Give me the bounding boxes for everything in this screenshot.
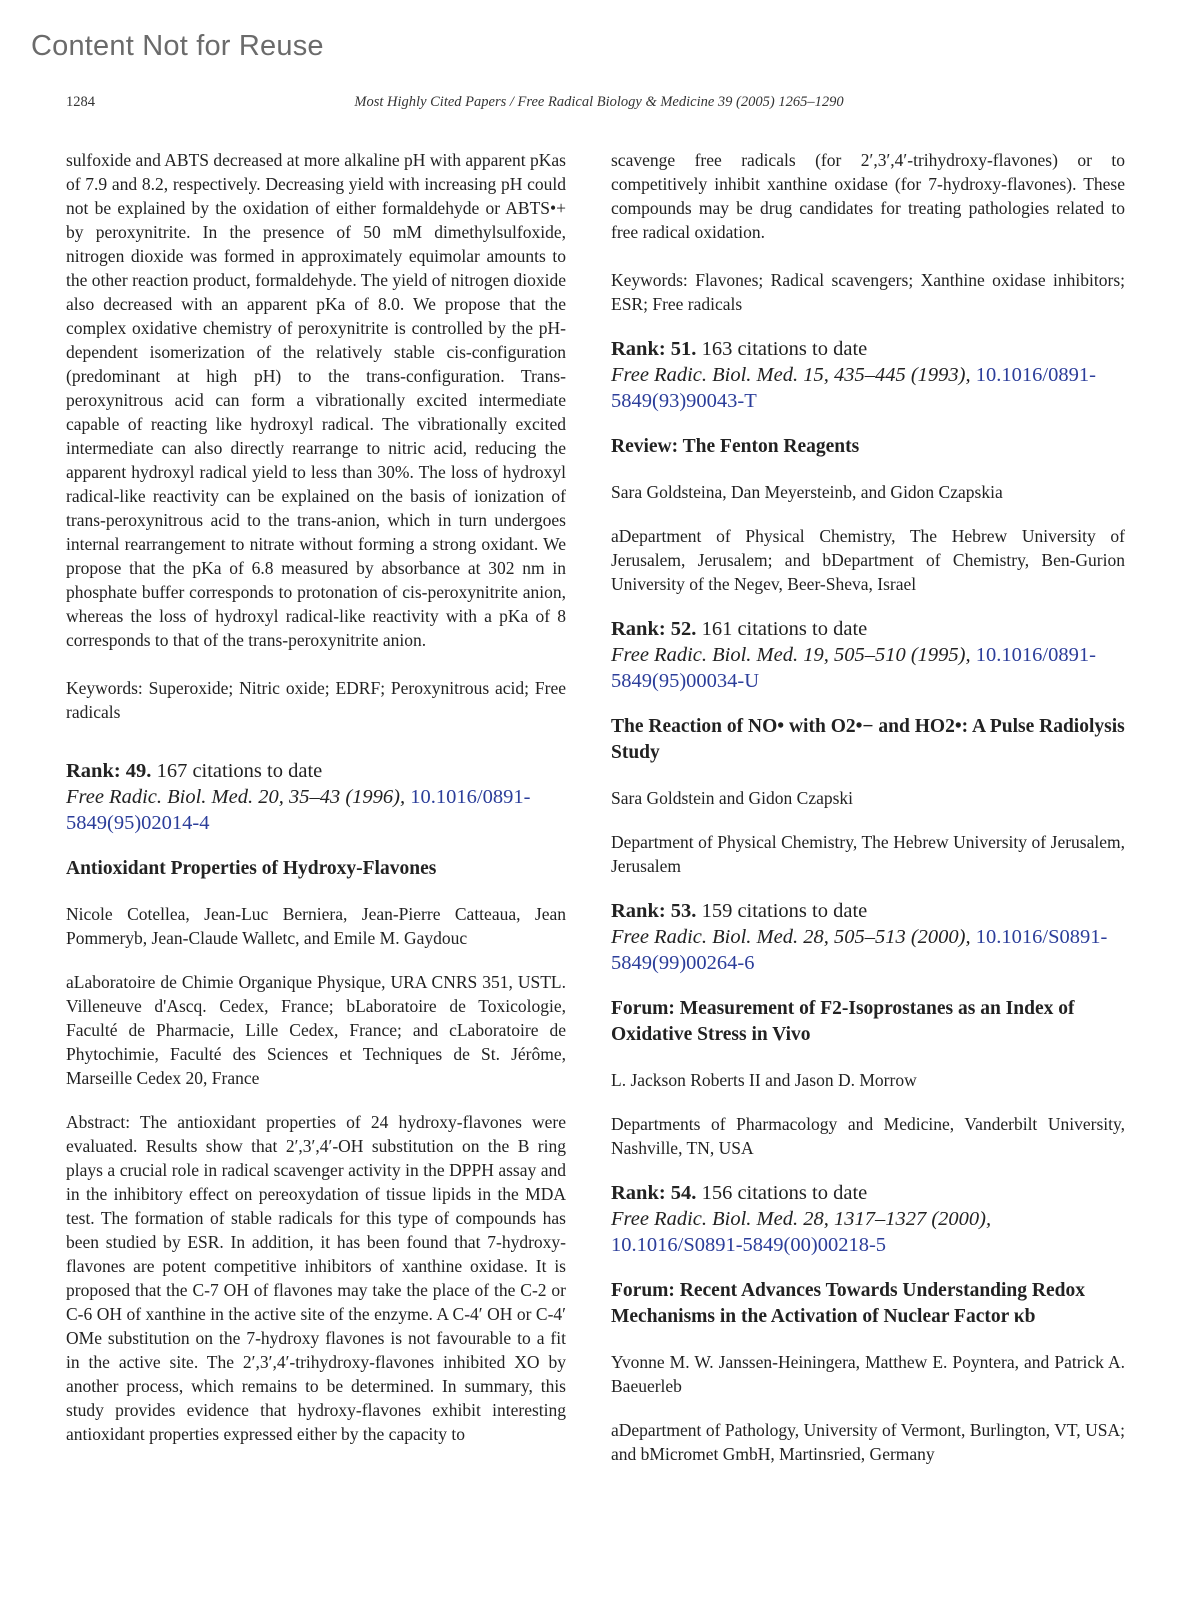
- rank-label: Rank: 53.: [611, 900, 697, 922]
- rank-line: [611, 1180, 1125, 1206]
- rank-line: [66, 758, 566, 784]
- doi-link[interactable]: 10.1016/0891-5849(95)02014-4: [66, 786, 531, 834]
- doi-link[interactable]: 10.1016/0891-5849(93)90043-T: [611, 364, 1096, 412]
- doi-link[interactable]: 10.1016/S0891-5849(99)00264-6: [611, 926, 1108, 974]
- citation-count: 161 citations to date: [701, 618, 868, 640]
- journal-ref: Free Radic. Biol. Med. 15, 435–445 (1993),: [611, 364, 976, 386]
- journal-header: Most Highly Cited Papers / Free Radical Biology & Medicine 39 (2005) 1265–1290: [354, 94, 844, 110]
- article-title: Antioxidant Properties of Hydroxy-Flavones: [66, 858, 437, 879]
- entry-rank-49: [66, 758, 566, 1446]
- keywords: Keywords: Superoxide; Nitric oxide; EDRF; Peroxynitrous acid; Free radicals: [66, 678, 566, 722]
- doi-link[interactable]: 10.1016/0891-5849(95)00034-U: [611, 644, 1096, 692]
- rank-line: [611, 616, 1125, 642]
- affiliations: aDepartment of Physical Chemistry, The Hebrew University of Jerusalem, Jerusalem; and bDepartment of Chemistry, Ben-Gurion University of the Negev, Beer-Sheva, Israel: [611, 526, 1125, 594]
- affiliations: aDepartment of Pathology, University of Vermont, Burlington, VT, USA; and bMicromet GmbH, Martinsried, Germany: [611, 1420, 1125, 1464]
- rank-label: Rank: 52.: [611, 618, 697, 640]
- authors: Sara Goldsteina, Dan Meyersteinb, and Gidon Czapskia: [611, 482, 1003, 502]
- journal-reference: [66, 784, 566, 836]
- citation-count: 156 citations to date: [701, 1182, 868, 1204]
- doi-link[interactable]: 10.1016/S0891-5849(00)00218-5: [611, 1234, 887, 1256]
- entry-rank-54: [611, 1180, 1125, 1466]
- journal-ref: Free Radic. Biol. Med. 19, 505–510 (1995),: [611, 644, 976, 666]
- journal-ref: Free Radic. Biol. Med. 20, 35–43 (1996),: [66, 786, 411, 808]
- article-title: The Reaction of NO• with O2•− and HO2•: A Pulse Radiolysis Study: [611, 716, 1125, 763]
- article-title: Forum: Measurement of F2-Isoprostanes as an Index of Oxidative Stress in Vivo: [611, 998, 1075, 1045]
- journal-reference: [611, 924, 1125, 976]
- entry-rank-52: [611, 616, 1125, 878]
- citation-count: 159 citations to date: [701, 900, 868, 922]
- abstract-continuation: scavenge free radicals (for 2′,3′,4′-trihydroxy-flavones) or to competitively inhibit xanthine oxidase (for 7-hydroxy-flavones). These compounds may be drug candidates for treating pathologies related to free radical oxidation.: [611, 150, 1125, 242]
- authors: Yvonne M. W. Janssen-Heiningera, Matthew E. Poyntera, and Patrick A. Baeuerleb: [611, 1352, 1125, 1396]
- affiliations: Departments of Pharmacology and Medicine, Vanderbilt University, Nashville, TN, USA: [611, 1114, 1125, 1158]
- authors: Nicole Cotellea, Jean-Luc Berniera, Jean-Pierre Catteaua, Jean Pommeryb, Jean-Claude Walletc, and Emile M. Gaydouc: [66, 904, 566, 948]
- left-column: [66, 148, 566, 1446]
- watermark: Content Not for Reuse: [31, 30, 324, 62]
- citation-count: 163 citations to date: [701, 338, 868, 360]
- abstract: Abstract: The antioxidant properties of 24 hydroxy-flavones were evaluated. Results show that 2′,3′,4′-OH substitution on the B ring plays a crucial role in radical scavenger activity in the DPPH assay and in the inhibitory effect on pereoxydation of tissue lipids in the MDA test. The formation of stable radicals for this type of compounds has been studied by ESR. In addition, it has been found that 7-hydroxy-flavones are potent competitive inhibitors of xanthine oxidase. It is proposed that the C-7 OH of flavones may take the place of the C-2 or C-6 OH of xanthine in the active site of the enzyme. A C-4′ OH or C-4′ OMe substitution on the 7-hydroxy flavones is not favourable to a fit in the active site. The 2′,3′,4′-trihydroxy-flavones inhibited XO by another process, which remains to be determined. In summary, this study provides evidence that hydroxy-flavones exhibit interesting antioxidant properties expressed either by the capacity to: [66, 1112, 566, 1444]
- article-title: Review: The Fenton Reagents: [611, 436, 860, 457]
- entry-rank-51: [611, 336, 1125, 596]
- rank-label: Rank: 54.: [611, 1182, 697, 1204]
- page-number: 1284: [66, 94, 95, 110]
- running-head: [66, 94, 1132, 116]
- journal-reference: [611, 362, 1125, 414]
- entry-rank-53: [611, 898, 1125, 1160]
- authors: Sara Goldstein and Gidon Czapski: [611, 788, 854, 808]
- affiliations: Department of Physical Chemistry, The Hebrew University of Jerusalem, Jerusalem: [611, 832, 1125, 876]
- rank-line: [611, 898, 1125, 924]
- journal-ref: Free Radic. Biol. Med. 28, 505–513 (2000),: [611, 926, 976, 948]
- journal-reference: [611, 642, 1125, 694]
- affiliations: aLaboratoire de Chimie Organique Physique, URA CNRS 351, USTL. Villeneuve d'Ascq. Cedex, France; bLaboratoire de Toxicologie, Faculté de Pharmacie, Lille Cedex, France; and cLaboratoire de Phytochimie, Faculté des Sciences et Techniques de St. Jérôme, Marseille Cedex 20, France: [66, 972, 566, 1088]
- rank-label: Rank: 51.: [611, 338, 697, 360]
- article-title: Forum: Recent Advances Towards Understanding Redox Mechanisms in the Activation of Nuclear Factor κb: [611, 1280, 1085, 1327]
- rank-label: Rank: 49.: [66, 760, 152, 782]
- citation-count: 167 citations to date: [156, 760, 323, 782]
- authors: L. Jackson Roberts II and Jason D. Morrow: [611, 1070, 917, 1090]
- keywords: Keywords: Flavones; Radical scavengers; Xanthine oxidase inhibitors; ESR; Free radicals: [611, 270, 1125, 314]
- right-column: [611, 148, 1125, 1466]
- abstract-continuation: sulfoxide and ABTS decreased at more alkaline pH with apparent pKas of 7.9 and 8.2, respectively. Decreasing yield with increasing pH could not be explained by the oxidation of either formaldehyde or ABTS•+ by peroxynitrite. In the presence of 50 mM dimethylsulfoxide, nitrogen dioxide was formed in approximately equimolar amounts to the other reaction product, formaldehyde. The yield of nitrogen dioxide also decreased with an apparent pKa of 8.0. We propose that the complex oxidative chemistry of peroxynitrite is controlled by the pH-dependent isomerization of the relatively stable cis-configuration (predominant at high pH) to the trans-configuration. Trans-peroxynitrous acid can form a vibrationally excited intermediate capable of reacting like hydroxyl radical. The vibrationally excited intermediate can also directly rearrange to nitric acid, reducing the apparent hydroxyl radical yield to less than 30%. The loss of hydroxyl radical-like reactivity can be explained on the basis of ionization of trans-peroxynitrous acid to the trans-anion, which in turn undergoes internal rearrangement to nitrate without forming a strong oxidant. We propose that the pKa of 6.8 measured by absorbance at 302 nm in phosphate buffer corresponds to protonation of cis-peroxynitrite anion, whereas the loss of hydroxyl radical-like reactivity with a pKa of 8 corresponds to that of the trans-peroxynitrite anion.: [66, 150, 566, 650]
- rank-line: [611, 336, 1125, 362]
- journal-ref: Free Radic. Biol. Med. 28, 1317–1327 (2000),: [611, 1208, 992, 1230]
- journal-reference: [611, 1206, 1125, 1258]
